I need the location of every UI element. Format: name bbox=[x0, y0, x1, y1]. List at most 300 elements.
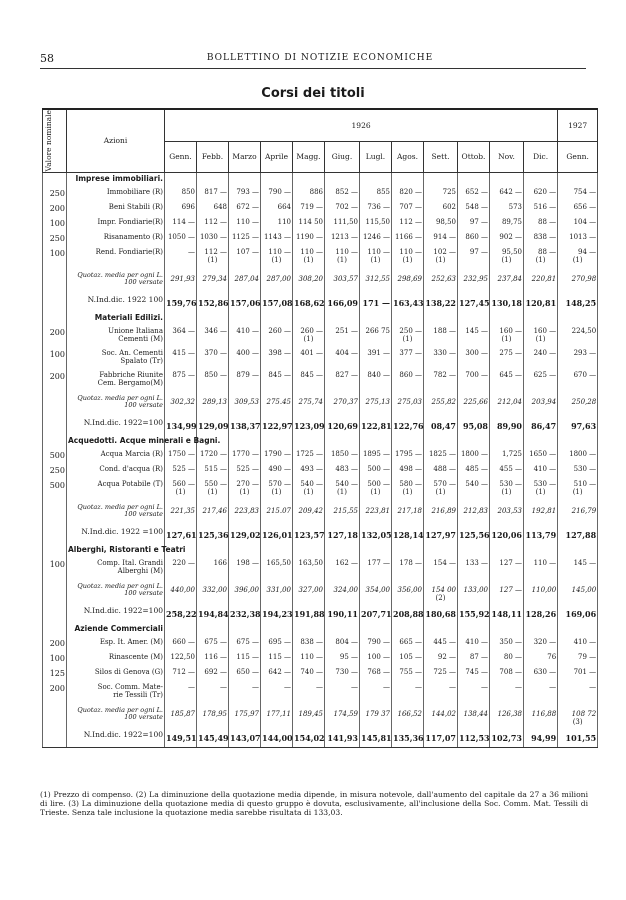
price-cell bbox=[165, 248, 197, 270]
price-value: 656 — bbox=[573, 202, 597, 211]
price-cell bbox=[524, 668, 558, 683]
price-cell bbox=[325, 668, 360, 683]
average-quotation-value: 275,74 bbox=[298, 397, 323, 406]
empty-cell bbox=[325, 623, 360, 638]
average-quotation-value: 126,38 bbox=[497, 709, 522, 718]
price-cell bbox=[360, 233, 392, 248]
company-name-line1: Comp. Ital. Grandi bbox=[97, 558, 163, 567]
average-quotation-cell bbox=[490, 705, 524, 729]
index-value: 138,22 bbox=[424, 294, 458, 312]
company-name-line1: Beni Stabili (R) bbox=[108, 202, 163, 211]
price-cell bbox=[293, 653, 325, 668]
price-value: — bbox=[220, 682, 227, 691]
price-value: 112 — bbox=[204, 217, 227, 226]
average-quotation-cell bbox=[229, 581, 261, 605]
price-note: (1) bbox=[572, 487, 583, 496]
average-quotation-cell bbox=[490, 502, 524, 526]
index-value: 120,06 bbox=[490, 526, 524, 544]
empty-cell bbox=[558, 544, 598, 559]
price-note: (1) bbox=[303, 255, 314, 264]
price-value: 370 — bbox=[204, 348, 227, 357]
average-quotation-cell bbox=[293, 502, 325, 526]
running-title: BOLLETTINO DI NOTIZIE ECONOMICHE bbox=[206, 53, 434, 63]
price-value: 650 — bbox=[236, 667, 259, 676]
group-title: Aziende Commerciali bbox=[67, 623, 165, 638]
average-quotation-cell bbox=[325, 502, 360, 526]
price-cell bbox=[261, 450, 293, 465]
price-value: 377 — bbox=[399, 348, 422, 357]
price-cell bbox=[325, 248, 360, 270]
price-cell bbox=[524, 188, 558, 203]
empty-cell bbox=[458, 312, 490, 327]
price-value: 260 — bbox=[268, 326, 291, 335]
price-cell bbox=[229, 327, 261, 349]
index-value: 101,55 bbox=[558, 729, 598, 748]
company-name bbox=[67, 188, 165, 203]
price-cell bbox=[558, 653, 598, 668]
price-cell bbox=[458, 480, 490, 502]
price-cell bbox=[197, 653, 229, 668]
price-note: (1) bbox=[303, 487, 314, 496]
index-value: 258,22 bbox=[165, 605, 197, 623]
index-value: 232,38 bbox=[229, 605, 261, 623]
price-cell bbox=[197, 188, 229, 203]
price-value: 850 bbox=[181, 187, 195, 196]
price-value: 695 — bbox=[268, 637, 291, 646]
average-quotation-cell bbox=[424, 502, 458, 526]
month-header: Lugl. bbox=[360, 141, 392, 172]
price-value: 817 — bbox=[204, 187, 227, 196]
price-value: 855 bbox=[376, 187, 390, 196]
average-quotation-cell bbox=[392, 705, 424, 729]
index-row bbox=[43, 294, 598, 312]
table-row bbox=[43, 653, 598, 668]
table-row bbox=[43, 203, 598, 218]
index-value: 127,45 bbox=[458, 294, 490, 312]
month-header: Giug. bbox=[325, 141, 360, 172]
average-quotation-value: 255,82 bbox=[431, 397, 456, 406]
index-value: 127,18 bbox=[325, 526, 360, 544]
price-value: 540 — bbox=[465, 479, 488, 488]
index-value: 132,05 bbox=[360, 526, 392, 544]
price-value: 154 — bbox=[433, 558, 456, 567]
table-row bbox=[43, 218, 598, 233]
index-value: 148,25 bbox=[558, 294, 598, 312]
nominal-value: 100 bbox=[43, 559, 67, 581]
price-cell bbox=[325, 683, 360, 705]
nominal-value: 100 bbox=[43, 653, 67, 668]
price-cell bbox=[165, 327, 197, 349]
average-quotation-cell bbox=[197, 581, 229, 605]
average-quotation-value: 116,88 bbox=[531, 709, 557, 718]
price-value: 1246 — bbox=[362, 232, 390, 241]
index-value: 123,09 bbox=[293, 417, 325, 435]
price-value: 725 — bbox=[433, 667, 456, 676]
price-cell bbox=[524, 450, 558, 465]
average-quotation-value: 287,04 bbox=[234, 274, 259, 283]
price-cell bbox=[458, 218, 490, 233]
table-body bbox=[43, 172, 598, 747]
price-cell bbox=[392, 465, 424, 480]
group-title-row bbox=[43, 435, 598, 450]
nominal-value: 200 bbox=[43, 371, 67, 393]
price-value: 1143 — bbox=[263, 232, 291, 241]
average-quotation-cell bbox=[261, 270, 293, 294]
price-value: 672 — bbox=[236, 202, 259, 211]
price-value: 112 — bbox=[204, 247, 227, 256]
company-name bbox=[67, 465, 165, 480]
price-value: 260 — bbox=[300, 326, 323, 335]
price-cell bbox=[424, 349, 458, 371]
price-cell bbox=[293, 450, 325, 465]
average-quotation-cell bbox=[229, 393, 261, 417]
price-cell bbox=[490, 218, 524, 233]
price-cell bbox=[165, 465, 197, 480]
average-quotation-value: 154 00 bbox=[431, 585, 456, 594]
price-cell bbox=[524, 233, 558, 248]
table-row bbox=[43, 480, 598, 502]
price-value: 410 — bbox=[533, 464, 557, 473]
average-quotation-value: 252,63 bbox=[431, 274, 456, 283]
price-cell bbox=[360, 480, 392, 502]
empty-cell bbox=[43, 172, 67, 188]
price-value: 515 — bbox=[204, 464, 227, 473]
price-value: 1725 — bbox=[295, 449, 323, 458]
index-value: 102,73 bbox=[490, 729, 524, 748]
price-cell bbox=[392, 683, 424, 705]
price-cell bbox=[293, 371, 325, 393]
average-quotation-value: 396,00 bbox=[234, 585, 259, 594]
average-quotation-value: 178,95 bbox=[202, 709, 227, 718]
average-quotation-cell bbox=[229, 705, 261, 729]
empty-cell bbox=[392, 312, 424, 327]
price-cell bbox=[558, 233, 598, 248]
price-value: 98,50 bbox=[435, 217, 456, 226]
empty-cell bbox=[43, 417, 67, 435]
month-header: Marzo bbox=[229, 141, 261, 172]
table-row bbox=[43, 683, 598, 705]
price-cell bbox=[360, 248, 392, 270]
empty-cell bbox=[43, 270, 67, 294]
index-value: 128,14 bbox=[392, 526, 424, 544]
price-cell bbox=[293, 327, 325, 349]
price-note: (1) bbox=[370, 255, 381, 264]
price-cell bbox=[325, 480, 360, 502]
average-quotation-cell bbox=[165, 502, 197, 526]
price-cell bbox=[293, 480, 325, 502]
average-quotation-value: 166,52 bbox=[397, 709, 422, 718]
group-title: Materiali Edilizi. bbox=[67, 312, 165, 327]
month-header: Nov. bbox=[490, 141, 524, 172]
table-row bbox=[43, 668, 598, 683]
index-value: 113,79 bbox=[524, 526, 558, 544]
price-cell bbox=[558, 248, 598, 270]
average-quotation-cell bbox=[360, 581, 392, 605]
price-value: 712 — bbox=[172, 667, 195, 676]
average-quotation-cell bbox=[392, 502, 424, 526]
nominal-value: 200 bbox=[43, 638, 67, 653]
index-value: 138,37 bbox=[229, 417, 261, 435]
index-value: 149,51 bbox=[165, 729, 197, 748]
group-title: Acquedotti. Acque minerali e Bagni. bbox=[67, 435, 165, 450]
price-cell bbox=[197, 203, 229, 218]
price-value: 490 — bbox=[268, 464, 291, 473]
price-cell bbox=[325, 349, 360, 371]
price-cell bbox=[424, 668, 458, 683]
average-quotation-cell bbox=[165, 270, 197, 294]
price-cell bbox=[524, 349, 558, 371]
price-cell bbox=[229, 349, 261, 371]
price-value: 1895 — bbox=[362, 449, 390, 458]
price-value: 642 — bbox=[499, 187, 522, 196]
price-cell bbox=[458, 559, 490, 581]
price-cell bbox=[197, 668, 229, 683]
average-quotation-value: 302,32 bbox=[170, 397, 195, 406]
price-value: 642 — bbox=[268, 667, 291, 676]
price-cell bbox=[261, 233, 293, 248]
price-cell bbox=[424, 188, 458, 203]
price-value: 755 — bbox=[399, 667, 422, 676]
empty-cell bbox=[293, 312, 325, 327]
price-cell bbox=[325, 203, 360, 218]
price-cell bbox=[490, 450, 524, 465]
average-quotation-cell bbox=[424, 393, 458, 417]
price-value: 1720 — bbox=[199, 449, 227, 458]
price-value: 133 — bbox=[465, 558, 488, 567]
empty-cell bbox=[524, 623, 558, 638]
index-value: 122,76 bbox=[392, 417, 424, 435]
price-cell bbox=[197, 349, 229, 371]
index-value: 145,81 bbox=[360, 729, 392, 748]
price-value: 1800 — bbox=[569, 449, 597, 458]
price-value: — bbox=[589, 682, 597, 691]
price-value: 675 — bbox=[204, 637, 227, 646]
price-value: 300 — bbox=[465, 348, 488, 357]
company-name bbox=[67, 480, 165, 502]
index-value: 127,88 bbox=[558, 526, 598, 544]
empty-cell bbox=[490, 623, 524, 638]
price-value: 88 — bbox=[538, 217, 557, 226]
price-value: 95,50 bbox=[501, 247, 522, 256]
price-value: 398 — bbox=[268, 348, 291, 357]
nominal-value: 100 bbox=[43, 248, 67, 270]
average-quotation-cell bbox=[558, 705, 598, 729]
price-value: 100 — bbox=[367, 652, 390, 661]
price-value: 102 — bbox=[433, 247, 456, 256]
price-value: 97 — bbox=[469, 247, 488, 256]
index-label: N.Ind.dic. 1922=100 bbox=[67, 605, 165, 623]
average-quotation-cell bbox=[197, 705, 229, 729]
price-value: 850 — bbox=[204, 370, 227, 379]
company-name-line1: Silos di Genova (G) bbox=[94, 667, 163, 676]
price-cell bbox=[360, 450, 392, 465]
price-cell bbox=[360, 371, 392, 393]
price-value: 845 — bbox=[300, 370, 323, 379]
price-cell bbox=[325, 218, 360, 233]
price-cell bbox=[392, 668, 424, 683]
average-quotation-cell bbox=[424, 270, 458, 294]
empty-cell bbox=[43, 526, 67, 544]
empty-cell bbox=[424, 172, 458, 188]
price-note: (1) bbox=[271, 255, 282, 264]
average-quotation-cell bbox=[490, 393, 524, 417]
price-cell bbox=[197, 248, 229, 270]
price-value: 165,50 bbox=[266, 558, 291, 567]
average-quotation-cell bbox=[325, 705, 360, 729]
price-cell bbox=[261, 203, 293, 218]
average-quotation-value: 225,66 bbox=[463, 397, 488, 406]
empty-cell bbox=[325, 544, 360, 559]
company-name bbox=[67, 248, 165, 270]
price-cell bbox=[458, 188, 490, 203]
nominal-value: 500 bbox=[43, 450, 67, 465]
price-cell bbox=[261, 668, 293, 683]
price-note: (1) bbox=[535, 255, 546, 264]
index-value: 145,49 bbox=[197, 729, 229, 748]
price-cell bbox=[524, 371, 558, 393]
average-quotation-cell bbox=[165, 393, 197, 417]
price-value: 485 — bbox=[465, 464, 488, 473]
average-quotation-cell bbox=[424, 705, 458, 729]
price-cell bbox=[424, 683, 458, 705]
average-quotation-cell bbox=[458, 705, 490, 729]
price-value: 364 — bbox=[172, 326, 195, 335]
price-value: 104 — bbox=[573, 217, 597, 226]
price-cell bbox=[229, 559, 261, 581]
index-value: 169,06 bbox=[558, 605, 598, 623]
price-value: 1825 — bbox=[428, 449, 456, 458]
price-value: 1050 — bbox=[167, 232, 195, 241]
price-cell bbox=[325, 371, 360, 393]
price-value: 401 — bbox=[300, 348, 323, 357]
nominal-value: 200 bbox=[43, 683, 67, 705]
price-cell bbox=[293, 465, 325, 480]
company-name-line1: Acqua Potabile (T) bbox=[97, 479, 163, 488]
index-value: 141,93 bbox=[325, 729, 360, 748]
price-note: (1) bbox=[337, 487, 347, 496]
company-name-line1: Risanamento (R) bbox=[103, 232, 163, 241]
empty-cell bbox=[229, 172, 261, 188]
average-quotation-value: 331,00 bbox=[266, 585, 291, 594]
company-name-line1: Fabbriche Riunite bbox=[99, 370, 163, 379]
index-value: 125,36 bbox=[197, 526, 229, 544]
price-cell bbox=[293, 349, 325, 371]
price-value: 804 — bbox=[335, 637, 358, 646]
index-value: 190,11 bbox=[325, 605, 360, 623]
empty-cell bbox=[490, 312, 524, 327]
price-cell bbox=[524, 653, 558, 668]
empty-cell bbox=[524, 435, 558, 450]
price-value: 875 — bbox=[172, 370, 195, 379]
price-value: 110 — bbox=[300, 247, 323, 256]
price-value: 162 — bbox=[335, 558, 358, 567]
price-cell bbox=[325, 559, 360, 581]
price-value: 110 — bbox=[236, 217, 259, 226]
average-quotation-row bbox=[43, 705, 598, 729]
average-quotation-value: 275,13 bbox=[365, 397, 390, 406]
price-cell bbox=[558, 327, 598, 349]
average-quotation-value: 237,84 bbox=[497, 274, 522, 283]
price-value: 500 — bbox=[367, 479, 390, 488]
price-value: 455 — bbox=[499, 464, 522, 473]
company-name-line2: Cem. Bergamo(M) bbox=[97, 378, 163, 387]
price-cell bbox=[325, 638, 360, 653]
price-value: 178 — bbox=[399, 558, 422, 567]
price-value: 530 — bbox=[573, 464, 597, 473]
empty-cell bbox=[43, 729, 67, 748]
price-value: 160 — bbox=[499, 326, 522, 335]
company-name bbox=[67, 450, 165, 465]
price-value: — bbox=[188, 247, 195, 256]
price-value: 415 — bbox=[172, 348, 195, 357]
price-value: 220 — bbox=[172, 558, 195, 567]
price-cell bbox=[392, 480, 424, 502]
price-value: 115 — bbox=[268, 652, 291, 661]
average-quotation-cell bbox=[392, 393, 424, 417]
average-quotation-label: Quotaz. media per ogni L. 100 versate bbox=[67, 705, 165, 729]
price-cell bbox=[229, 653, 261, 668]
header-row-years bbox=[43, 109, 598, 141]
price-value: 914 — bbox=[433, 232, 456, 241]
index-value: 120,69 bbox=[325, 417, 360, 435]
price-cell bbox=[392, 248, 424, 270]
price-value: 620 — bbox=[533, 187, 557, 196]
average-quotation-value: 324,00 bbox=[333, 585, 358, 594]
price-value: 1,725 bbox=[501, 449, 522, 458]
index-label: N.Ind.dic. 1922=100 bbox=[67, 729, 165, 748]
price-cell bbox=[524, 480, 558, 502]
empty-cell bbox=[165, 623, 197, 638]
price-value: 163,50 bbox=[298, 558, 323, 567]
average-quotation-cell bbox=[293, 581, 325, 605]
price-note: (1) bbox=[402, 487, 413, 496]
price-value: 708 — bbox=[499, 667, 522, 676]
price-cell bbox=[558, 450, 598, 465]
average-quotation-value: 303,57 bbox=[333, 274, 358, 283]
price-value: 127 — bbox=[499, 558, 522, 567]
empty-cell bbox=[490, 544, 524, 559]
price-value: — bbox=[188, 682, 195, 691]
index-value: 123,57 bbox=[293, 526, 325, 544]
group-title-row bbox=[43, 544, 598, 559]
empty-cell bbox=[558, 172, 598, 188]
price-value: 445 — bbox=[433, 637, 456, 646]
price-cell bbox=[524, 248, 558, 270]
index-value: 143,07 bbox=[229, 729, 261, 748]
average-quotation-value: 298,69 bbox=[397, 274, 422, 283]
page-number: 58 bbox=[40, 52, 54, 65]
price-cell bbox=[490, 248, 524, 270]
price-value: 160 — bbox=[533, 326, 557, 335]
average-quotation-cell bbox=[165, 705, 197, 729]
price-cell bbox=[524, 327, 558, 349]
price-cell bbox=[229, 668, 261, 683]
price-value: 670 — bbox=[573, 370, 597, 379]
price-cell bbox=[458, 668, 490, 683]
price-value: — bbox=[383, 682, 390, 691]
company-name bbox=[67, 349, 165, 371]
empty-cell bbox=[558, 435, 598, 450]
price-cell bbox=[197, 480, 229, 502]
index-value: 194,23 bbox=[261, 605, 293, 623]
index-row bbox=[43, 417, 598, 435]
empty-cell bbox=[197, 544, 229, 559]
price-cell bbox=[490, 683, 524, 705]
price-cell bbox=[165, 371, 197, 393]
price-value: 754 — bbox=[573, 187, 597, 196]
price-value: 548 — bbox=[465, 202, 488, 211]
price-value: 860 — bbox=[465, 232, 488, 241]
